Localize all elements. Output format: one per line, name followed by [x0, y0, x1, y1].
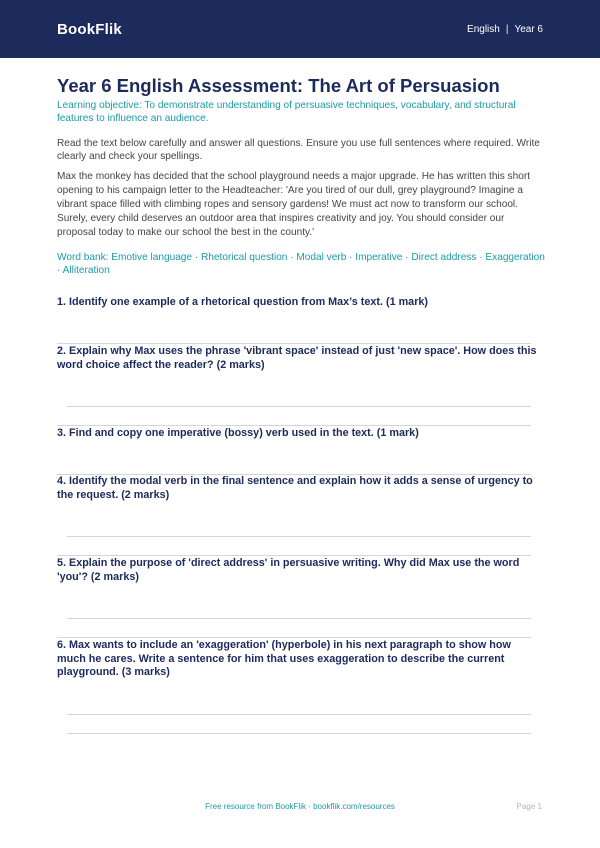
- question-4: 4. Identify the modal verb in the final sentence and explain how it adds a sense of urgency to the request. (2 marks): [57, 475, 533, 501]
- word-bank: Word bank: Emotive language · Rhetorical question · Modal verb · Imperative · Direct address · Exaggeration · Alliteration: [57, 252, 545, 276]
- answer-line[interactable]: [67, 406, 531, 407]
- answer-line[interactable]: [67, 536, 531, 537]
- learning-objective: Learning objective: To demonstrate understanding of persuasive techniques, vocabulary, and structural features to influence an audience.: [57, 100, 516, 124]
- reading-passage: Max the monkey has decided that the school playground needs a major upgrade. He has written this short opening to his campaign letter to the Headteacher: 'Are you tired of our dull, grey playground? Imagine a vibrant space filled with climbing ropes and sensory gardens! We must act now to transform our school. Surely, every child deserves an outdoor area that inspires creativity and joy. You should consider our proposal today to make our school the best in the county.': [57, 171, 530, 238]
- brand-logo[interactable]: BookFlik: [57, 20, 122, 38]
- answer-line[interactable]: [57, 425, 531, 426]
- question-5: 5. Explain the purpose of 'direct address' in persuasive writing. Why did Max use the word 'you'? (2 marks): [57, 557, 520, 583]
- answer-line[interactable]: [67, 733, 531, 734]
- question-1: 1. Identify one example of a rhetorical question from Max’s text. (1 mark): [57, 296, 428, 308]
- answer-line[interactable]: [57, 637, 531, 638]
- answer-line[interactable]: [67, 618, 531, 619]
- question-3: 3. Find and copy one imperative (bossy) verb used in the text. (1 mark): [57, 427, 419, 439]
- year-label: Year 6: [514, 23, 543, 35]
- page-number: Page 1: [516, 802, 542, 811]
- page-title: Year 6 English Assessment: The Art of Persuasion: [57, 75, 500, 96]
- subject-label: English: [467, 23, 500, 35]
- meta-separator: |: [505, 23, 509, 35]
- answer-line[interactable]: [57, 343, 531, 344]
- answer-line[interactable]: [57, 555, 531, 556]
- site-header: [0, 0, 600, 58]
- instructions: Read the text below carefully and answer all questions. Ensure you use full sentences where required. Write clearly and check your spellings.: [57, 138, 540, 162]
- question-2: 2. Explain why Max uses the phrase 'vibrant space' instead of just 'new space'. How does this word choice affect the reader? (2 marks): [57, 345, 537, 371]
- question-6: 6. Max wants to include an 'exaggeration' (hyperbole) in his next paragraph to show how much he cares. Write a sentence for him that uses exaggeration to describe the current playground. (3 marks): [57, 639, 511, 678]
- header-meta: [467, 24, 543, 35]
- footer-credit[interactable]: Free resource from BookFlik · bookflik.com/resources: [205, 802, 395, 811]
- answer-line[interactable]: [67, 714, 531, 715]
